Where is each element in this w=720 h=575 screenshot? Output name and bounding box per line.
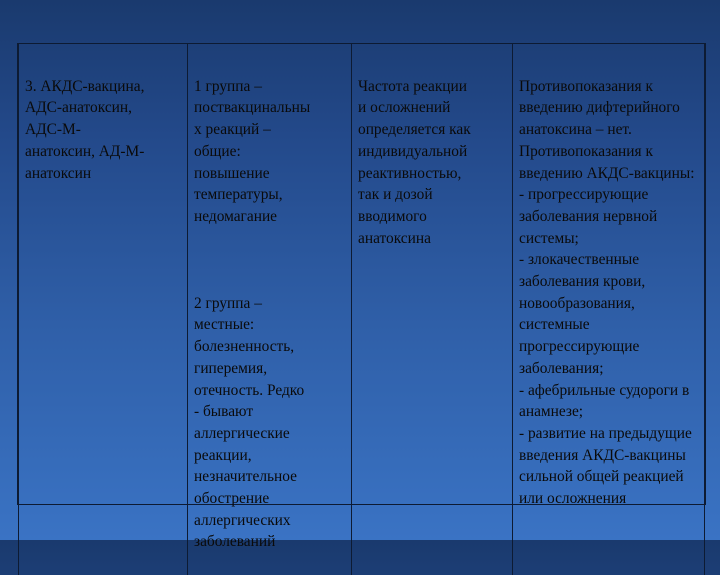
reaction-frequency-cell [352, 44, 513, 575]
vaccine-names-text: 3. АКДС-вакцина, АДС-анатоксин, АДС-М- анатоксин, АД-М- анатоксин [25, 77, 145, 182]
reaction-group-2-text: 2 группа – местные: болезненность, гиперемия, отечность. Редко - бывают аллергические реакции, незначительное обострение аллергических заболеваний [194, 294, 305, 551]
reaction-group-1-text: 1 группа – поствакцинальны х реакций – общие: повышение температуры, недомагание [194, 77, 311, 225]
reaction-groups-cell [188, 44, 352, 575]
vaccine-names-cell [19, 44, 188, 575]
contraindications-cell [513, 44, 705, 575]
vaccine-table-frame [17, 43, 706, 551]
group-spacer [194, 249, 347, 271]
vaccine-reactions-table [18, 44, 705, 575]
reaction-frequency-text: Частота реакции и осложнений определяется как индивидуальной реактивностью, так и дозой вводимого анатоксина [358, 77, 471, 247]
contraindications-text: Противопоказания к введению дифтерийного анатоксина – нет. Противопоказания к введению АКДС-вакцины: - прогрессирующие заболевания нервной системы; - злокачественные заболевания крови, новообразования, системные прогрессирующие заболевания; - афебрильные судороги в анамнезе; - развитие на предыдущие введения АКДС-вакцины сильной общей реакцией или осложнения [519, 77, 695, 508]
table-row [19, 44, 705, 575]
